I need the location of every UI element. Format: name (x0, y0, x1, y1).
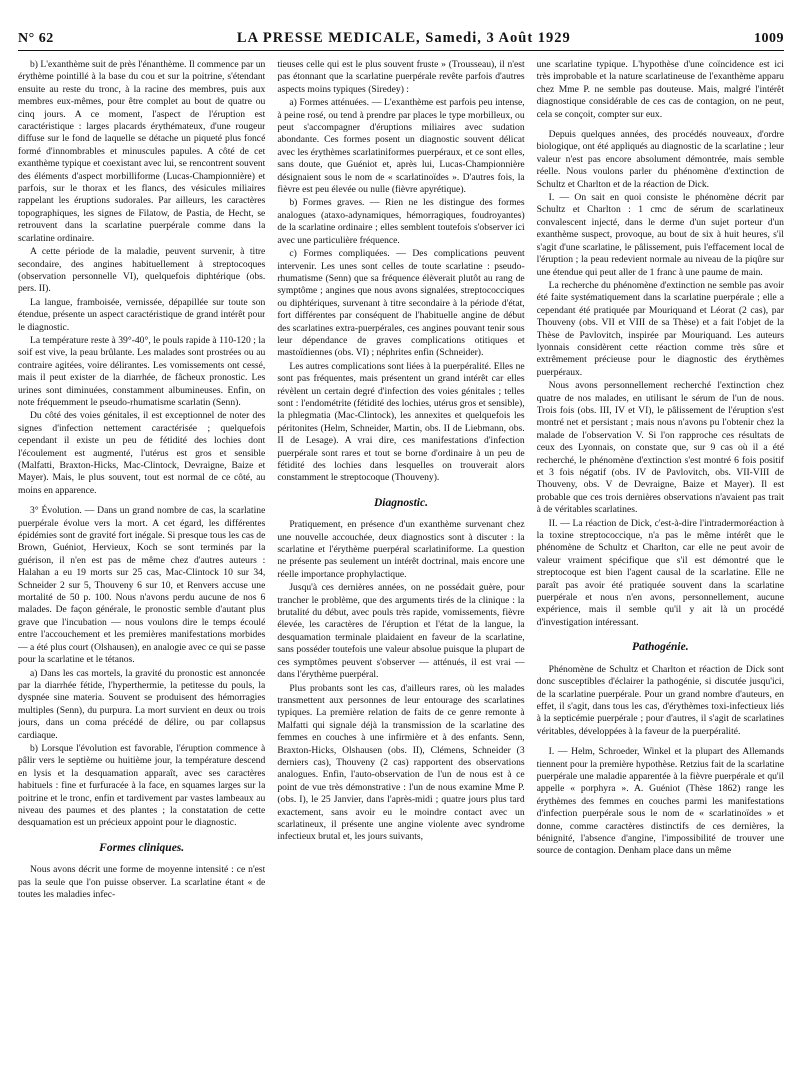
paragraph: a) Formes atténuées. — L'exanthème est parfois peu intense, à peine rosé, ou tend à prendre par places le type morbilleux, ou peut s'accompagner d'éruptions miliaires avec sudation abondante. Ces formes posent un diagnostic souvent délicat avec les érythèmes scarlatiniformes puerpéraux, et ce sont elles, sans doute, que Guéniot et, après lui, Lucas-Championnière désignaient sous le nom de « scarlatinoïdes ». D'autres fois, la fièvre est peu élevée ou nulle (fièvre apyrétique). (277, 97, 525, 196)
paragraph: Les autres complications sont liées à la puerpéralité. Elles ne sont pas fréquentes, mais présentent un grand intérêt car elles révèlent un certain degré d'infection des voies génitales ; telles sont : l'endométrite (fétidité des lochies, utérus gros et sensible), la phlegmatia (Mac-Clintock), les annexites et quelquefois les péritonites (Helm, Schneider, Martin, obs. II de Liebmann, obs. II de Lesage). A vrai dire, ces manifestations d'infection puerpérale sont rares et tout se borne d'ordinaire à un peu de fétidité des lochies dans lesquelles on trouverait alors constamment le streptocoque (Thouveny). (277, 360, 525, 484)
masthead-title: LA PRESSE MEDICALE, Samedi, 3 Août 1929 (236, 30, 571, 46)
paragraph: Pratiquement, en présence d'un exanthème survenant chez une nouvelle accouchée, deux diagnostics sont à discuter : la scarlatine et l'érythème puerpéral scarlatiniforme. La question ne présente pas seulement un intérêt doctrinal, mais encore une réelle importance prophylactique. (277, 519, 525, 580)
paragraph: Depuis quelques années, des procédés nouveaux, d'ordre biologique, ont été appliqués au diagnostic de la scarlatine ; leur valeur n'est pas encore absolument démontrée, mais semble réelle. Nous voulons parler du phénomène d'extinction de Schultz et Charlton et de la réaction de Dick. (536, 129, 784, 190)
paragraph: I. — On sait en quoi consiste le phénomène décrit par Schultz et Charlton : 1 cmc de sérum de scarlatineux convalescent injecté, dans le derme d'un sujet porteur d'un exanthème suspect, provoque, au bout de six à huit heures, s'il s'agit d'une scarlatine, le pâlissement, puis l'effacement local de l'éruption ; la peau redevient normale au niveau de la piqûre sur une étendue qui peut aller de 1 franc à une paume de main. (536, 192, 784, 278)
section-heading: Pathogénie. (632, 641, 689, 654)
paragraph: La langue, framboisée, vernissée, dépapillée sur toute son étendue, présente un aspect caractéristique de grand intérêt pour le diagnostic. (18, 296, 266, 333)
paragraph: une scarlatine typique. L'hypothèse d'une coïncidence est ici très improbable et la nature scarlatineuse de l'exanthème apparu chez Mme P. ne semble pas douteuse. Mais, malgré l'intérêt diagnostique considérable de ces cas de contagion, on ne peut, cela se conçoit, compter sur eux. (536, 59, 784, 120)
paragraph: La température reste à 39°-40°, le pouls rapide à 110-120 ; la soif est vive, la peau brûlante. Les malades sont prostrées ou au contraire agitées, voire délirantes. Les vomissements ont cessé, mais il peut exister de la diarrhée, de fâcheux pronostic. Les urines sont diminuées, constamment albumineuses. Enfin, on note fréquemment le pseudo-rhumatisme scarlatin (Senn). (18, 334, 266, 408)
section-heading: Formes cliniques. (99, 841, 185, 854)
paragraph: Nous avons personnellement recherché l'extinction chez quatre de nos malades, en utilisant le sérum de l'un de nous. Trois fois (obs. III, IV et VI), le pâlissement de l'éruption s'est montré net et persistant ; mais nous n'avons pu l'obtenir chez la malade de l'observation V. Si l'on rapproche ces résultats de ceux des Lyonnais, on constate que, sur 9 cas où il a été recherché, le phénomène d'extinction s'est montré 6 fois positif et 3 fois négatif (obs. IV de Pavlovitch, obs. VII-VIII de Thouveny, obs. V de Devraigne, Baize et Mayer). Il est probable que ces trois dernières observations n'avaient pas trait à de véritables scarlatines. (536, 380, 784, 516)
paragraph: Nous avons décrit une forme de moyenne intensité : ce n'est pas la seule que l'on puisse observer. La scarlatine étant « de toutes les maladies infec- (18, 864, 266, 900)
issue-number: N° 62 (18, 31, 54, 46)
paragraph: Du côté des voies génitales, il est exceptionnel de noter des signes d'infection nettement caractérisée ; quelquefois cependant il existe un peu de fétidité des lochies dont l'écoulement est augmenté, l'utérus est gros et sensible (Malfatti, Braxton-Hicks, Mac-Clintock, Devraigne, Baize et Mayer). Mais, le plus souvent, tout est normal de ce côté, au moins en apparence. (18, 410, 266, 496)
page-number: 1009 (753, 31, 784, 46)
paragraph: b) L'exanthème suit de près l'énanthème. Il commence par un érythème pointillé à la base du cou et sur la poitrine, s'étendant ensuite au reste du tronc, à la racine des membres, puis aux membres eux-mêmes, pour être complet au bout de quatre ou cinq jours. A ce moment, l'aspect de l'éruption est caractéristique : larges placards érythémateux, d'une rougeur diffuse sur le fond de laquelle se détache un piqueté plus foncé formé d'innombrables et minuscules papules. A côté de cet exanthème typique et coexistant avec lui, se rencontrent souvent des éléments d'aspect morbilliforme (Lucas-Championnière) et parfois, sur le thorax et les flancs, des vésicules miliaires rappelant les éruptions sudorales. Par ailleurs, les caractères topographiques, les signes de Filatow, de Pastia, de Hecht, se retrouvent dans la scarlatine puerpérale comme dans la scarlatine ordinaire. (18, 59, 266, 244)
paragraph: b) Formes graves. — Rien ne les distingue des formes analogues (ataxo-adynamiques, hémorragiques, foudroyantes) de la scarlatine ordinaire ; elles semblent toutefois s'observer ici avec une particulière fréquence. (277, 197, 525, 246)
paragraph: c) Formes compliquées. — Des complications peuvent intervenir. Les unes sont celles de toute scarlatine : pseudo-rhumatisme (Senn) que sa fréquence élèverait plutôt au rang de symptôme ; angines que nous avons signalées, streptococciques ou diphtériques, survenant à titre secondaire à la période d'état, fort différentes par conséquent de l'habituelle angine de début des scarlatines extra-puerpérales, ces angines pouvant tenir sous leur dépendance de graves complications otitiques et mastoïdiennes (obs. VI) ; néphrites enfin (Schneider). (277, 248, 525, 359)
paragraph: I. — Helm, Schroeder, Winkel et la plupart des Allemands tiennent pour la première hypothèse. Retzius fait de la scarlatine puerpérale une maladie apparentée à la fièvre puerpérale et qu'il appelle « porphyra ». A. Guéniot (Thèse 1862) range les érythèmes des femmes en couches parmi les manifestations d'infection puerpérale sous le nom de « scarlatinoïdes » et donne, comme caractères distinctifs de ces dernières, la bénignité, l'absence d'angine, l'impossibilité de trouver une source de contagion. Denham place dans un même (536, 746, 784, 857)
paragraph: Phénomène de Schultz et Charlton et réaction de Dick sont donc susceptibles d'éclairer la pathogénie, si discutée jusqu'ici, de la scarlatine puerpérale. Pour un grand nombre d'auteurs, en effet, il s'agit, dans tous les cas, d'érythèmes toxi-infectieux liés à la septicémie puerpérale ; pour d'autres, il s'agit de scarlatines véritables, développées à la faveur de la puerpéralité. (536, 663, 784, 737)
column-1 (18, 59, 265, 1079)
section-heading: Diagnostic. (373, 496, 428, 509)
paragraph: Jusqu'à ces dernières années, on ne possédait guère, pour trancher le problème, que des arguments tirés de la clinique : la brutalité du début, avec pouls très rapide, vomissements, fièvre élevée, les caractères de l'éruption et l'état de la langue, la desquamation terminale plaidaient en faveur de la scarlatine, sans posséder toutefois une valeur absolue puisque la plupart de ces symptômes peuvent s'observer — atténués, il est vrai — dans l'érythème puerpéral. (277, 582, 525, 681)
paragraph: A cette période de la maladie, peuvent survenir, à titre secondaire, des angines habituellement à streptocoques (observation personnelle VI), quelquefois diphtérique (obs. pers. II). (18, 246, 266, 295)
paragraph: La recherche du phénomène d'extinction ne semble pas avoir été faite systématiquement dans la scarlatine puerpérale ; elle a cependant été pratiquée par Mouriquand et Léorat (2 cas), par Thouveny (obs. VII et VIII de sa Thèse) et a fait l'objet de la Thèse de Pavlovitch, inspirée par Mouriquand. Les auteurs lyonnais considèrent cette réaction comme très sûre et extrêmement précieuse pour le diagnostic des érythèmes puerpéraux. (536, 279, 784, 378)
paragraph: 3° Évolution. — Dans un grand nombre de cas, la scarlatine puerpérale évolue vers la mort. A cet égard, les différentes épidémies sont de gravité fort inégale. Si presque tous les cas de Brown, Guéniot, Hervieux, Koch se sont terminés par la guérison, il n'en est pas de même chez d'autres auteurs : Halahan a eu 19 morts sur 25 cas, Mac-Clintock 10 sur 34, Schneider 2 sur 5, Thouveny 6 sur 10, et Renvers accuse une mortalité de 50 p. 100. Nous n'avons perdu aucune de nos 6 malades. De façon générale, le pronostic semble d'autant plus grave que l'incubation — nous voulons dire le temps écoulé entre l'accouchement et les premières manifestations morbides — a été plus court (Olshausen), en analogie avec ce qui se passe pour la scarlatine et le tétanos. (18, 505, 266, 666)
text-columns (18, 59, 784, 1079)
paragraph: II. — La réaction de Dick, c'est-à-dire l'intradermoréaction à la toxine streptococcique, n'a pas le même intérêt que le phénomène de Schultz et Charlton, car elle ne peut avoir de valeur vraiment spécifique que s'il est démontré que le streptocoque est bien l'agent causal de la scarlatine. Elle ne paraît pas avoir été pratiquée souvent dans la scarlatine puerpérale et nous n'en avons, personnellement, aucune expérience, mais il semble qu'il y ait là un procédé d'investigation intéressant. (536, 517, 784, 628)
column-2 (277, 59, 524, 1079)
column-3 (537, 59, 784, 1079)
paragraph: Plus probants sont les cas, d'ailleurs rares, où les malades transmettent aux personnes de leur entourage des scarlatines typiques. La première relation de faits de ce genre remonte à Malfatti qui signale déjà la transmission de la scarlatine des femmes en couches à une infirmière et à des enfants. Senn, Braxton-Hicks, Olshausen (obs. II), Clémens, Schneider (3 derniers cas), Thouveny (2 cas) rapportent des observations analogues. Enfin, l'auto-observation de l'un de nous est à ce point de vue très démonstrative : l'un de nous examine Mme P. (obs. I), le 25 Janvier, dans l'après-midi ; quatre jours plus tard exactement, sans avoir eu le moindre contact avec un scarlatineux, il présente une angine violente avec syndrome infectieux brutal et, les jours suivants, (277, 682, 525, 843)
paragraph: a) Dans les cas mortels, la gravité du pronostic est annoncée par la diarrhée fétide, l'hyperthermie, la petitesse du pouls, la dyspnée sine materia. Souvent se produisent des hémorragies multiples (Senn), du purpura. La mort survient en deux ou trois jours, dans un coma précédé de délire, ou par collapsus cardiaque. (18, 667, 266, 741)
paragraph: tieuses celle qui est le plus souvent fruste » (Trousseau), il n'est pas étonnant que la scarlatine puerpérale revête parfois d'autres aspects moins typiques (Siredey) : (277, 59, 525, 95)
paragraph: b) Lorsque l'évolution est favorable, l'éruption commence à pâlir vers le septième ou huitième jour, la température descend en lysis et la desquamation apparaît, avec ses caractères habituels : fine et furfuracée à la face, en squames larges sur la poitrine et le tronc, enfin et tardivement par vastes lambeaux au niveau des paumes et des plantes ; la constatation de cette desquamation est un précieux appoint pour le diagnostic. (18, 742, 266, 829)
page-header (18, 30, 784, 51)
